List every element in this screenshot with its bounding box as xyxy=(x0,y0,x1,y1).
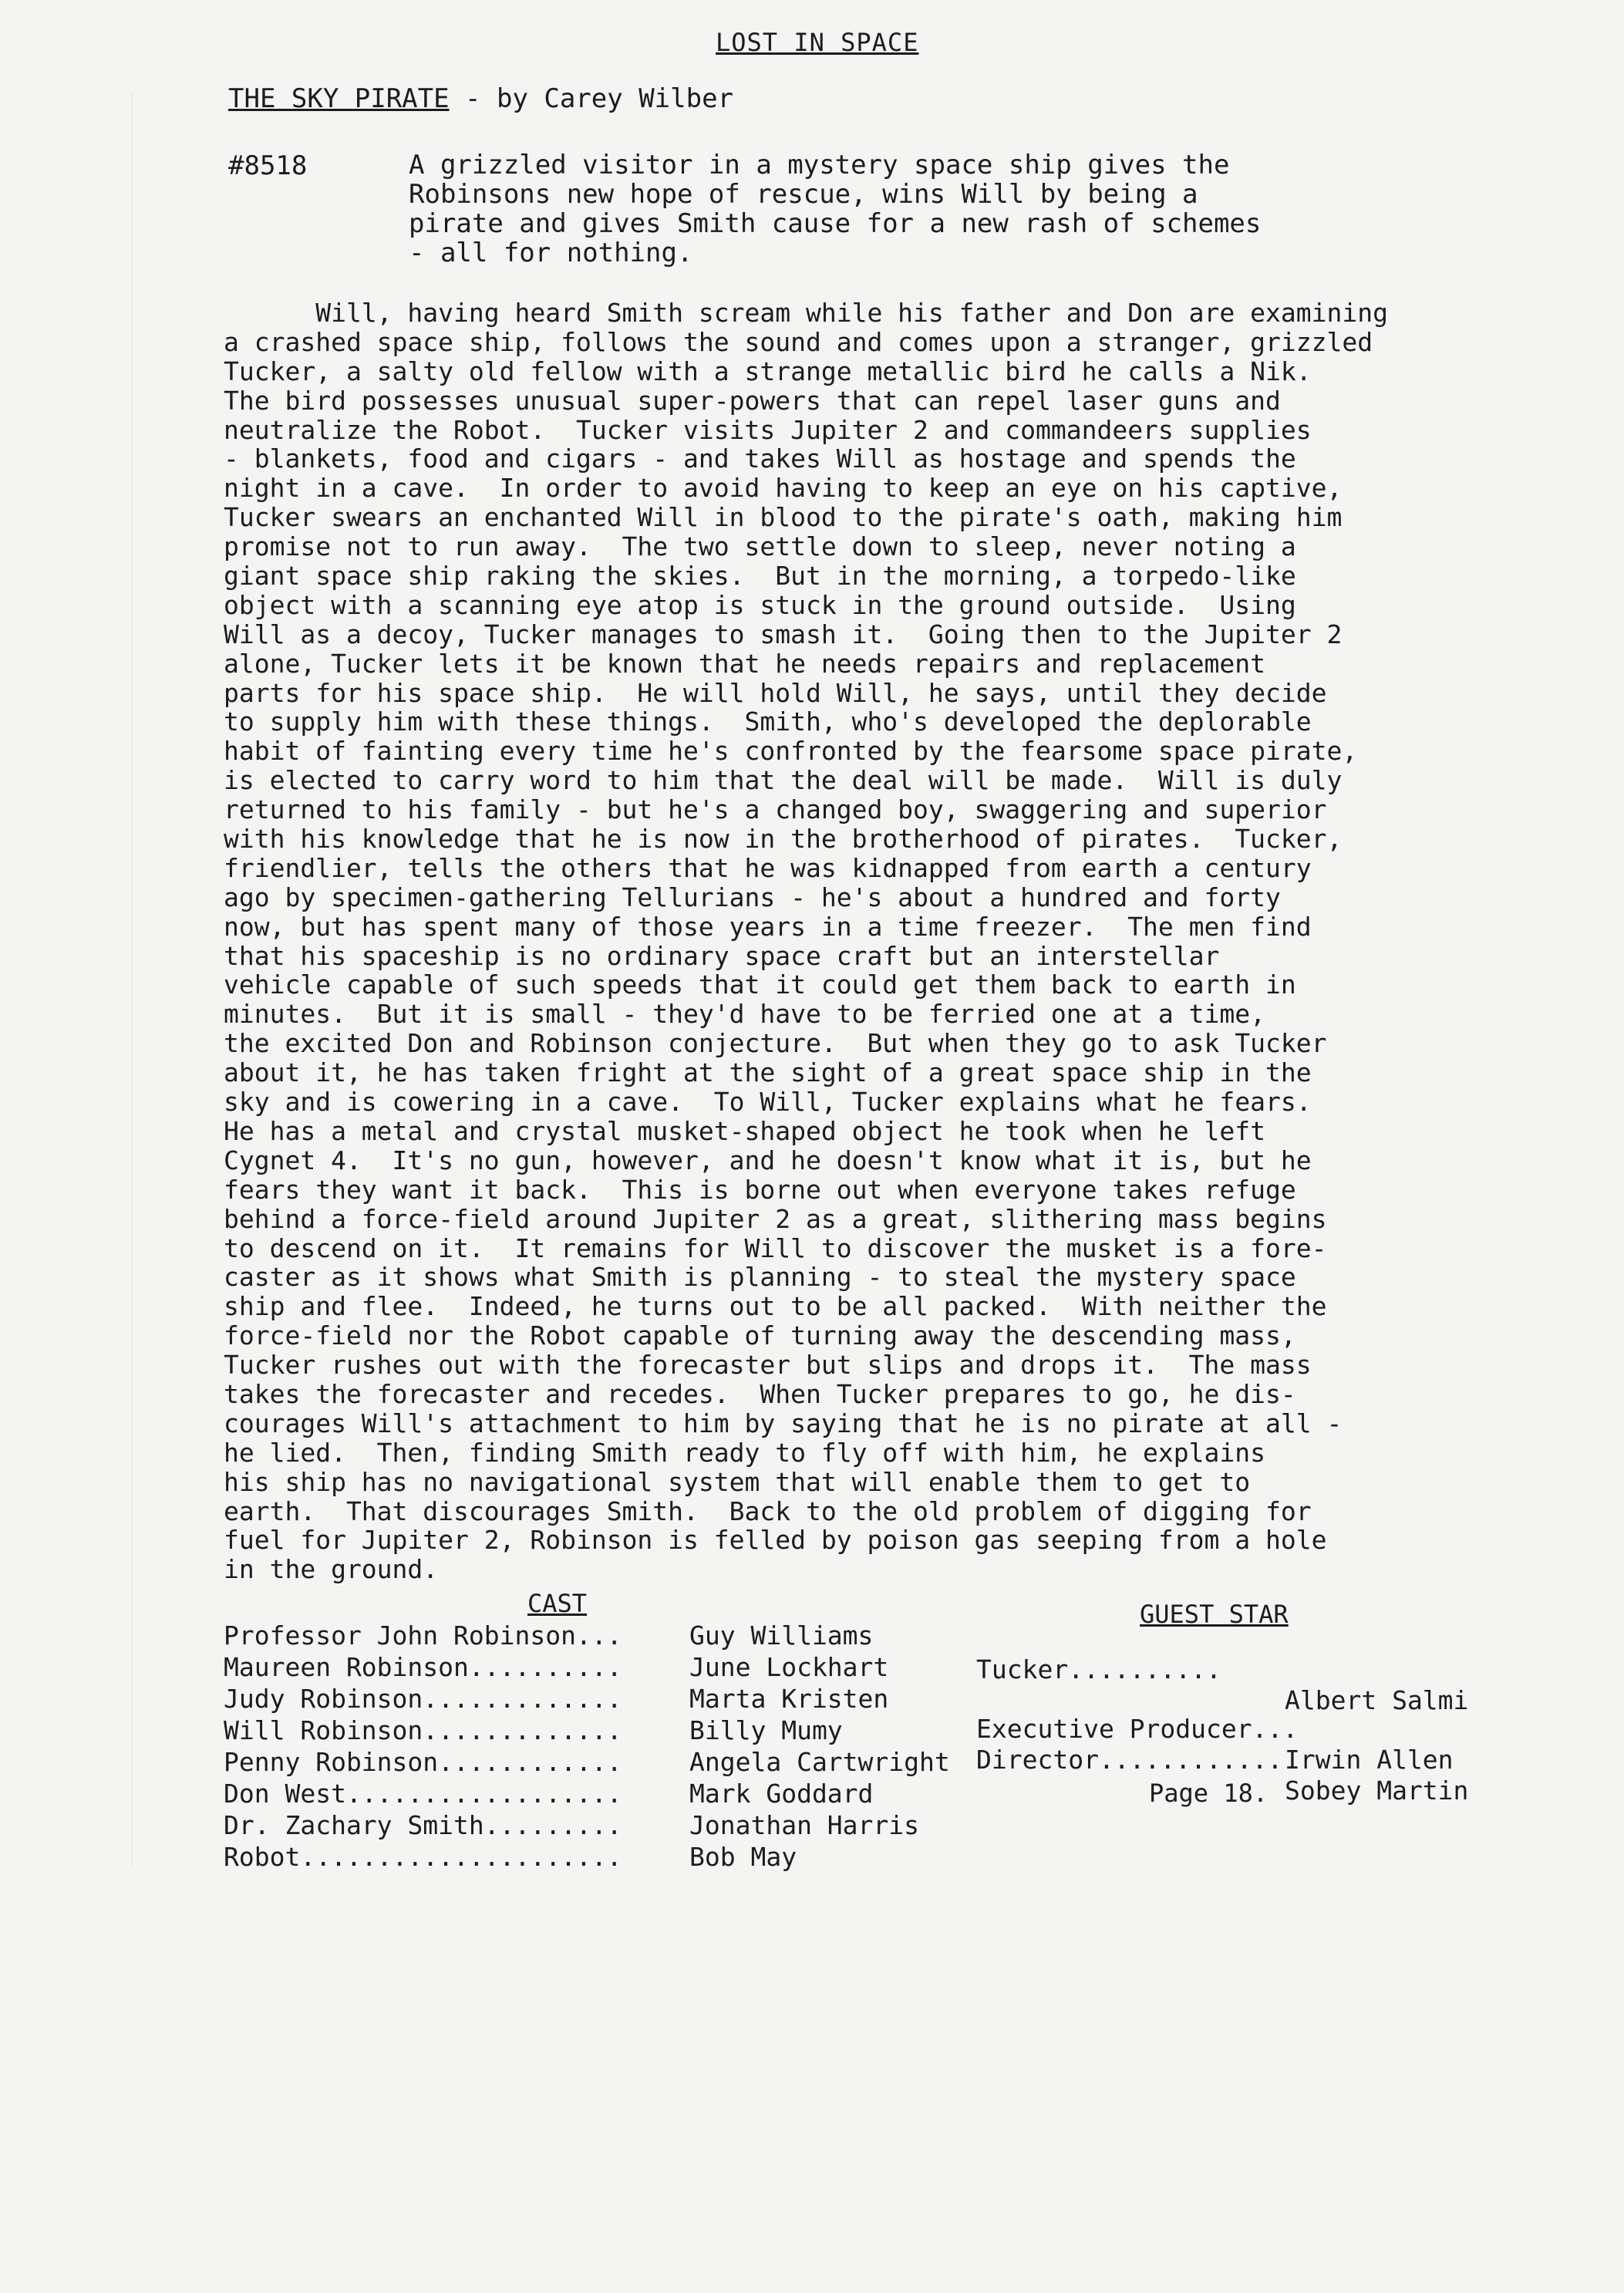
summary-line: Tucker swears an enchanted Will in blood to the pirate's oath, making him xyxy=(224,502,1343,533)
summary-line: promise not to run away. The two settle down to sleep, never noting a xyxy=(224,531,1296,562)
summary-line: courages Will's attachment to him by saying that he is no pirate at all - xyxy=(224,1408,1343,1438)
summary-line: takes the forecaster and recedes. When Tucker prepares to go, he dis- xyxy=(224,1378,1296,1409)
summary-line: ship and flee. Indeed, he turns out to be all packed. With neither the xyxy=(224,1291,1327,1322)
summary-line: neutralize the Robot. Tucker visits Jupiter 2 and commandeers supplies xyxy=(224,414,1312,445)
summary-line: habit of fainting every time he's confronted by the fearsome space pirate, xyxy=(224,736,1358,767)
summary-line: to supply him with these things. Smith, who's developed the deplorable xyxy=(224,706,1312,737)
summary-line: now, but has spent many of those years in a time freezer. The men find xyxy=(224,911,1312,942)
summary-line: that his spaceship is no ordinary space craft but an interstellar xyxy=(224,940,1220,971)
summary-line: earth. That discourages Smith. Back to the old problem of digging for xyxy=(224,1496,1312,1526)
summary-line: a crashed space ship, follows the sound and comes upon a stranger, grizzled xyxy=(224,326,1373,357)
credit-role: Director............ xyxy=(976,1745,1283,1775)
episode-byline: - by Carey Wilber xyxy=(449,83,734,114)
summary-line: night in a cave. In order to avoid having to keep an eye on his captive, xyxy=(224,473,1343,504)
cast-heading: CAST xyxy=(527,1589,588,1618)
summary-line: sky and is cowering in a cave. To Will, Tucker explains what he fears. xyxy=(224,1087,1312,1118)
summary-line: the excited Don and Robinson conjecture. But when they go to ask Tucker xyxy=(224,1028,1327,1059)
summary-line: returned to his family - but he's a changed boy, swaggering and superior xyxy=(224,794,1327,825)
summary-paragraph xyxy=(224,299,1581,1585)
summary-line: vehicle capable of such speeds that it could get them back to earth in xyxy=(224,969,1296,1000)
summary-line: fuel for Jupiter 2, Robinson is felled by poison gas seeping from a hole xyxy=(224,1525,1327,1556)
synopsis-text xyxy=(409,150,1581,268)
summary-line: alone, Tucker lets it be known that he needs repairs and replacement xyxy=(224,648,1266,679)
cast-actor: Jonathan Harris xyxy=(689,1810,920,1840)
summary-line: Tucker, a salty old fellow with a strange metallic bird he calls a Nik. xyxy=(224,356,1312,386)
summary-line: Will, having heard Smith scream while his father and Don are examining xyxy=(224,298,1388,328)
cast-role: Maureen Robinson.......... xyxy=(224,1652,622,1682)
cast-actor: Angela Cartwright xyxy=(689,1747,950,1777)
episode-number: #8518 xyxy=(228,150,308,181)
credit-name: Sobey Martin xyxy=(1285,1775,1469,1806)
cast-role: Will Robinson............. xyxy=(224,1715,622,1745)
summary-line: behind a force-field around Jupiter 2 as a great, slithering mass begins xyxy=(224,1203,1327,1234)
cast-actor: Marta Kristen xyxy=(689,1684,889,1714)
summary-line: Cygnet 4. It's no gun, however, and he doesn't know what it is, but he xyxy=(224,1145,1312,1175)
cast-role: Dr. Zachary Smith......... xyxy=(224,1810,622,1840)
synopsis-line: A grizzled visitor in a mystery space ship gives the xyxy=(409,150,1230,180)
summary-line: ago by specimen-gathering Tellurians - he's about a hundred and forty xyxy=(224,882,1281,912)
synopsis-line: pirate and gives Smith cause for a new rash of schemes xyxy=(409,208,1262,239)
summary-line: is elected to carry word to him that the deal will be made. Will is duly xyxy=(224,765,1343,796)
cast-actor: Guy Williams xyxy=(689,1620,874,1651)
summary-line: - blankets, food and cigars - and takes Will as hostage and spends the xyxy=(224,443,1296,474)
synopsis-line: Robinsons new hope of rescue, wins Will by being a xyxy=(409,179,1198,210)
episode-title: THE SKY PIRATE xyxy=(228,83,450,114)
summary-line: parts for his space ship. He will hold Will, he says, until they decide xyxy=(224,677,1327,708)
cast-actor: Bob May xyxy=(689,1842,797,1872)
episode-heading xyxy=(228,83,733,114)
cast-role: Professor John Robinson... xyxy=(224,1620,622,1651)
summary-line: friendlier, tells the others that he was kidnapped from earth a century xyxy=(224,852,1312,883)
summary-line: his ship has no navigational system that will enable them to get to xyxy=(224,1466,1251,1497)
guest-star-heading: GUEST STAR xyxy=(1140,1600,1289,1629)
summary-line: minutes. But it is small - they'd have to be ferried one at a time, xyxy=(224,999,1266,1030)
page-margin-shadow xyxy=(131,93,133,1866)
summary-line: to descend on it. It remains for Will to discover the musket is a fore- xyxy=(224,1232,1327,1263)
cast-actor: Mark Goddard xyxy=(689,1779,874,1809)
summary-line: giant space ship raking the skies. But in the morning, a torpedo-like xyxy=(224,561,1296,592)
cast-role: Judy Robinson............. xyxy=(224,1684,622,1714)
summary-line: fears they want it back. This is borne out when everyone takes refuge xyxy=(224,1174,1296,1205)
cast-actor: Billy Mumy xyxy=(689,1715,843,1745)
summary-line: about it, he has taken fright at the sight of a great space ship in the xyxy=(224,1057,1312,1088)
guest-row-tucker xyxy=(976,1624,1469,1715)
guest-name: Albert Salmi xyxy=(1285,1685,1469,1715)
summary-line: in the ground. xyxy=(224,1554,439,1585)
summary-line: Will as a decoy, Tucker manages to smash it. Going then to the Jupiter 2 xyxy=(224,619,1343,649)
page-number: Page 18. xyxy=(1149,1779,1269,1808)
summary-line: object with a scanning eye atop is stuck in the ground outside. Using xyxy=(224,589,1296,620)
guest-role: Tucker.......... xyxy=(976,1654,1221,1684)
credit-role: Executive Producer... xyxy=(976,1714,1299,1744)
summary-line: Tucker rushes out with the forecaster but slips and drops it. The mass xyxy=(224,1350,1312,1381)
summary-line: The bird possesses unusual super-powers that can repel laser guns and xyxy=(224,385,1281,416)
summary-line: force-field nor the Robot capable of turning away the descending mass, xyxy=(224,1320,1296,1351)
series-title: LOST IN SPACE xyxy=(716,28,919,57)
synopsis-line: - all for nothing. xyxy=(409,238,693,268)
summary-line: he lied. Then, finding Smith ready to fly off with him, he explains xyxy=(224,1437,1266,1468)
cast-role: Don West.................. xyxy=(224,1779,622,1809)
summary-line: with his knowledge that he is now in the brotherhood of pirates. Tucker, xyxy=(224,824,1343,855)
cast-role: Robot..................... xyxy=(224,1842,622,1872)
summary-line: He has a metal and crystal musket-shaped object he took when he left xyxy=(224,1115,1266,1146)
summary-line: caster as it shows what Smith is planning - to steal the mystery space xyxy=(224,1262,1296,1293)
credit-name: Irwin Allen xyxy=(1285,1745,1454,1775)
cast-actor: June Lockhart xyxy=(689,1652,889,1682)
cast-role: Penny Robinson............ xyxy=(224,1747,622,1777)
